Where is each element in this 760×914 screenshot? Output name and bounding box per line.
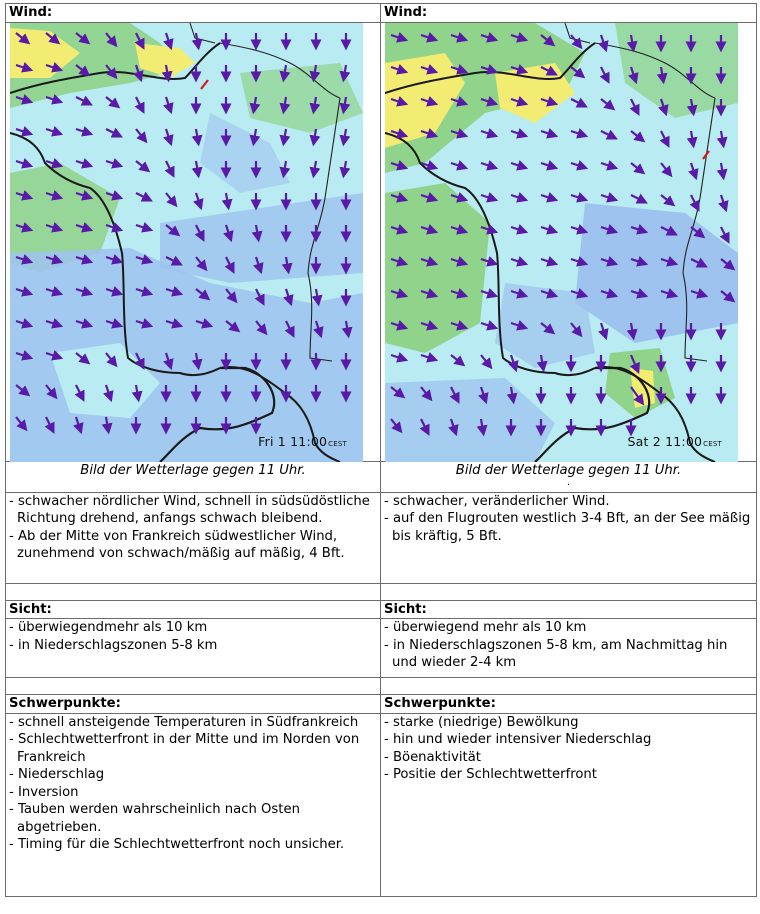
- list-item: - hin und wieder intensiver Niederschlag: [384, 732, 652, 747]
- list-item: - überwiegend mehr als 10 km: [384, 620, 587, 635]
- right-sicht-description: [381, 619, 757, 678]
- list-item: - Böenaktivität: [384, 749, 481, 765]
- schwerpunkte-list: [9, 714, 377, 854]
- spacer-cell: [6, 583, 381, 600]
- list-item: - schwacher, veränderlicher Wind.: [384, 493, 610, 509]
- sicht-list: [384, 619, 753, 672]
- list-item: - schnell ansteigende Temperaturen in Südfrankreich: [9, 714, 359, 730]
- weather-briefing-page: [5, 3, 756, 897]
- left-sicht-description: [6, 619, 381, 678]
- map-timestamp-text: Fri 1 11:00: [258, 434, 328, 449]
- wind-description-list: [384, 493, 753, 546]
- map-timezone: CEST: [328, 440, 347, 448]
- wind-map-friday: [10, 23, 363, 462]
- right-wind-heading: Wind:: [381, 4, 757, 23]
- spacer-cell: [381, 583, 757, 600]
- caption-text: Bild der Wetterlage gegen 11 Uhr.: [455, 462, 682, 478]
- map-timezone: CEST: [703, 440, 722, 448]
- spacer-cell: [6, 678, 381, 695]
- right-wind-description: [381, 492, 757, 583]
- wind-description-list: [9, 493, 377, 563]
- list-item: - auf den Flugrouten westlich 3-4 Bft, an der See mäßig bis kräftig, 5 Bft.: [384, 511, 751, 544]
- list-item: - Positie der Schlechtwetterfront: [384, 767, 597, 782]
- caption-text: Bild der Wetterlage gegen 11 Uhr.: [80, 462, 306, 478]
- list-item: - Ab der Mitte von Frankreich südwestlicher Wind, zunehmend von schwach/mäßig auf mäßig, 4 Bft.: [9, 528, 345, 561]
- wind-map-friday-graphic: [10, 23, 363, 462]
- list-item: - überwiegendmehr als 10 km: [9, 620, 208, 635]
- right-schwerpunkte-heading: Schwerpunkte:: [381, 695, 757, 714]
- list-item: - in Niederschlagszonen 5-8 km, am Nachmittag hin und wieder 2-4 km: [384, 637, 728, 670]
- left-map-caption: [6, 461, 381, 492]
- list-item: - Schlechtwetterfront in der Mitte und im Norden von Frankreich: [9, 732, 360, 765]
- map-timestamp-text: Sat 2 11:00: [627, 434, 703, 449]
- caption-dot: .: [566, 477, 571, 488]
- briefing-table: [5, 3, 757, 897]
- left-map-cell: [6, 22, 381, 461]
- list-item: - in Niederschlagszonen 5-8 km: [9, 637, 218, 653]
- list-item: - Niederschlag: [9, 767, 105, 782]
- map-timestamp-saturday: [628, 433, 722, 454]
- wind-map-saturday-graphic: [385, 23, 738, 462]
- right-schwerpunkte-list-cell: [381, 713, 757, 896]
- left-schwerpunkte-list-cell: [6, 713, 381, 896]
- list-item: - Tauben werden wahrscheinlich nach Osten abgetrieben.: [9, 802, 300, 835]
- map-timestamp-friday: [258, 433, 347, 454]
- left-schwerpunkte-heading: Schwerpunkte:: [6, 695, 381, 714]
- right-map-cell: [381, 22, 757, 461]
- list-item: - starke (niedrige) Bewölkung: [384, 714, 579, 730]
- wind-map-saturday: [385, 23, 738, 462]
- list-item: - Timing für die Schlechtwetterfront noch unsicher.: [9, 837, 345, 852]
- schwerpunkte-list: [384, 714, 753, 784]
- left-wind-description: [6, 492, 381, 583]
- right-map-caption: [381, 461, 757, 492]
- left-wind-heading: Wind:: [6, 4, 381, 23]
- left-sicht-heading: Sicht:: [6, 600, 381, 619]
- list-item: - Inversion: [9, 784, 79, 800]
- spacer-cell: [381, 678, 757, 695]
- sicht-list: [9, 619, 377, 654]
- right-sicht-heading: Sicht:: [381, 600, 757, 619]
- list-item: - schwacher nördlicher Wind, schnell in südsüdöstliche Richtung drehend, anfangs schwach bleibend.: [9, 493, 370, 526]
